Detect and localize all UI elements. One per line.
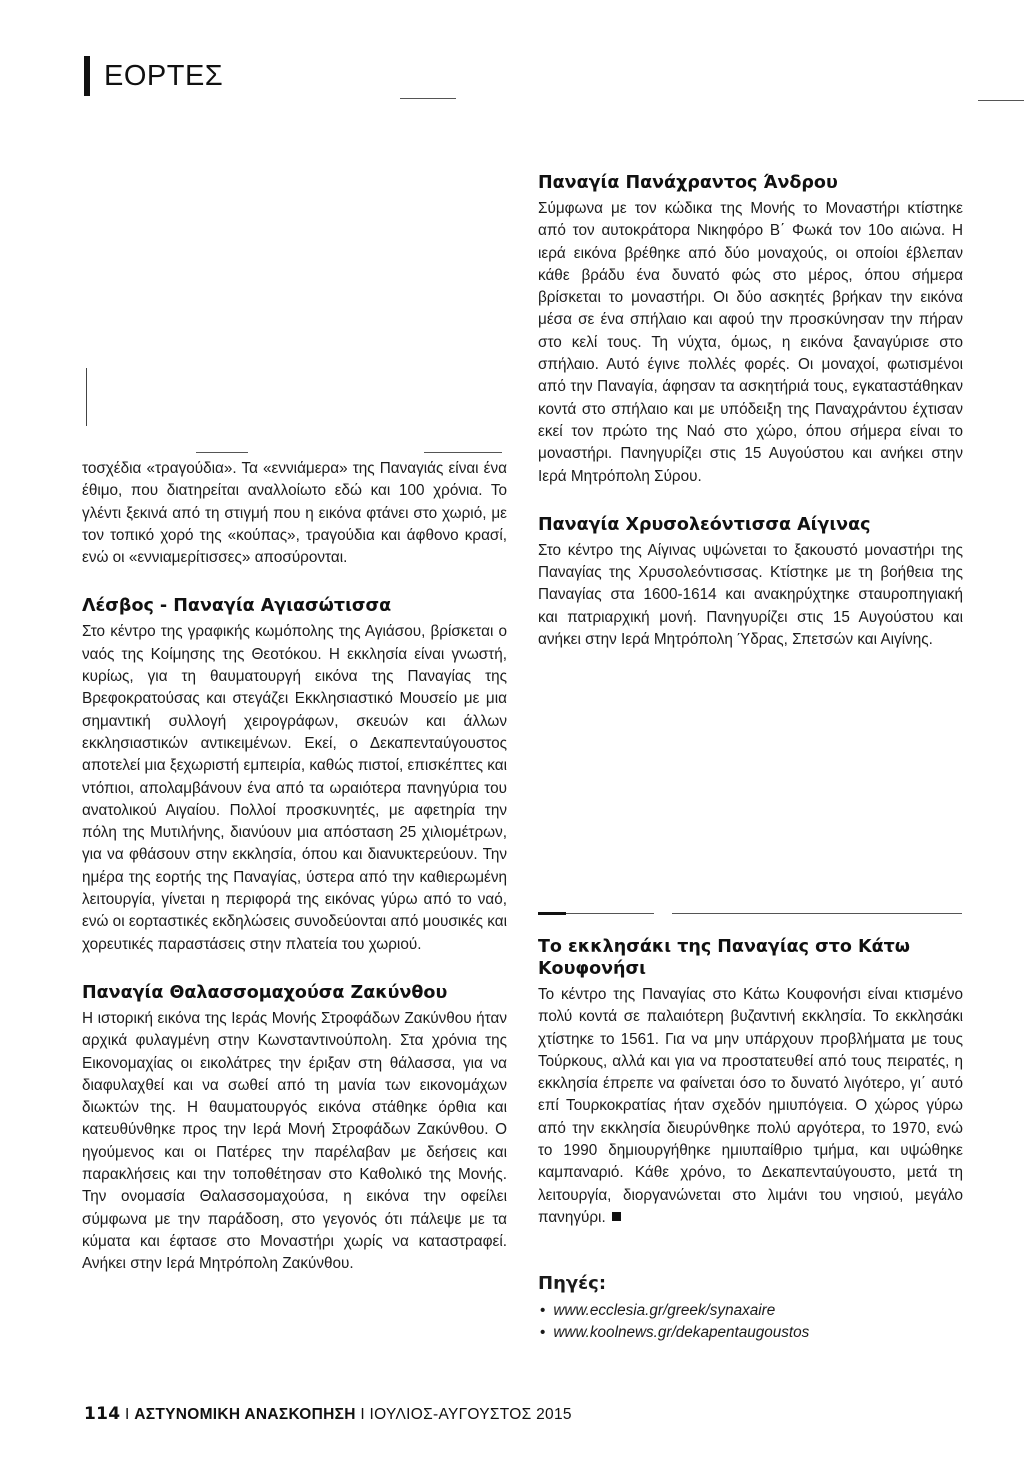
andros-paragraph: Σύμφωνα με τον κώδικα της Μονής το Μοναστήρι κτίστηκε από τον αυτοκράτορα Νικηφόρο Β΄ Φωκά τον 10ο αιώνα. Η ιερά εικόνα βρέθηκε από δύο μοναχούς, οι οποίοι έβλεπαν κάθε βράδυ ένα δυνατό φώς στο μέρος, όπου σήμερα βρίσκεται το μοναστήρι. Οι δύο ασκητές βρήκαν την εικόνα μέσα σε ένα σπήλαιο και αφού την προσκύνησαν την πήραν στο κελί τους. Τη νύχτα, όμως, η εικόνα ξαναγύρισε στο σπήλαιο. Αυτό έγινε πολλές φορές. Οι μοναχοί, φωτισμένοι από την Παναγία, άφησαν τα ασκητήριά τους, εγκαταστάθηκαν κοντά στο σπήλαιο και με υπόδειξη της Παναχράντου έχτισαν εκεί τον πρώτο της Ναό στο χώρο, όπου σήμερα είναι το μοναστήρι. Πανηγυρίζει στις 15 Αυγούστου και ανήκει στην Ιερά Μητρόπολη Σύρου. (538, 200, 963, 485)
lesvos-paragraph: Στο κέντρο της γραφικής κωμόπολης της Αγιάσου, βρίσκεται ο ναός της Κοίμησης της Θεοτόκου. Η εκκλησία είναι γνωστή, κυρίως, για τη θαυματουργή εικόνα της Παναγίας της Βρεφοκρατούσας και στεγάζει Εκκλησιαστικό Μουσείο με μια σημαντική συλλογή χειρογράφων, σκευών και άλλων εκκλησιαστικών αντικειμένων. Εκεί, ο Δεκαπενταύγουστος αποτελεί μια ξεχωριστή εμπειρία, καθώς πιστοί, επισκέπτες και ντόπιοι, απολαμβάνουν ένα από τα ωραιότερα πανηγύρια του ανατολικού Αιγαίου. Πολλοί προσκυνητές, με αφετηρία την πόλη της Μυτιλήνης, διανύουν μια απόσταση 25 χιλιομέτρων, για να φθάσουν στην εκκλησία, όπου και διανυκτερεύουν. Την ημέρα της εορτής της Παναγίας, ύστερα από την καθιερωμένη λειτουργία, γίνεται η περιφορά της εικόνας γύρω από το ναό, ενώ οι εορταστικές εκδηλώσεις συνοδεύονται από μουσικές και χορευτικές παραστάσεις στην πλατεία του χωριού. (82, 623, 507, 953)
aegina-heading: Παναγία Χρυσολεόντισσα Αίγινας (538, 514, 871, 535)
aegina-paragraph: Στο κέντρο της Αίγινας υψώνεται το ξακουστό μοναστήρι της Παναγίας της Χρυσολεόντισσας. Κτίστηκε με τη βοήθεια της Παναγίας στα 1600-1614 και ανακηρύχτηκε σταυροπηγιακή και πατριαρχική μονή. Πανηγυρίζει στις 15 Αυγούστου και ανήκει στην Ιερά Μητρόπολη Ύδρας, Σπετσών και Αιγίνης. (538, 541, 963, 649)
source-item: • www.koolnews.gr/dekapentaugoustos (540, 1324, 810, 1342)
sources-heading: Πηγές: (538, 1273, 607, 1295)
magazine-name: ΑΣΤΥΝΟΜΙΚΗ ΑΝΑΣΚΟΠΗΣΗ (134, 1406, 356, 1423)
koufonisi-paragraph: Το κέντρο της Παναγίας στο Κάτω Κουφονήσι είναι κτισμένο πολύ κοντά σε παλαιότερη βυζαντινή εκκλησία. Το εκκλησάκι χτίστηκε το 1561. Για να μην υπάρχουν προβλήματα με τους Τούρκους, αλλά και για να προστατευθεί από τους πειρατές, η εκκλησία έπρεπε να φαίνεται όσο το δυνατό λιγότερο, γι΄ αυτό επί Τουρκοκρατίας ήταν σχεδόν ημιυπόγεια. Ο χώρος γύρω από την εκκλησία διευρύνθηκε πολύ αργότερα, το 1970, ενώ το 1990 δημιουργήθηκε ημιυπαίθριο τμήμα, και υψώθηκε καμπαναριό. Κάθε χρόνο, το Δεκαπενταύγουστο, μετά τη λειτουργία, διοργανώνεται στο λιμάνι του νησιού, μεγάλο πανηγύρι. (538, 986, 963, 1226)
left-column (82, 458, 507, 1276)
right-column-top (538, 172, 963, 651)
header-rule-right (978, 100, 1024, 101)
lesvos-heading: Λέσβος - Παναγία Αγιασώτισσα (82, 596, 392, 617)
section-header (84, 56, 223, 96)
footer-separator: I (125, 1406, 130, 1423)
intro-paragraph: τοσχέδια «τραγούδια». Τα «εννιάμερα» της Παναγιάς είναι ένα έθιμο, που διατηρείται αναλλοίωτο εδώ και 100 χρόνια. Το γλέντι ξεκινά από τη στιγμή που η εικόνα φτάνει στο χωριό, με τον τοπικό χορό της «κούπας», τραγούδια και άφθονο κρασί, ενώ οι «εννιαμερίτισσες» αποσύρονται. (82, 460, 507, 567)
bullet-icon: • (540, 1302, 546, 1320)
right-column-bottom (538, 936, 963, 1344)
page-number: 114 (84, 1404, 121, 1424)
zakynthos-heading: Παναγία Θαλασσομαχούσα Ζακύνθου (82, 982, 448, 1003)
vertical-rule (86, 368, 87, 426)
right-rule-b (672, 913, 962, 914)
koufonisi-heading: Το εκκλησάκι της Παναγίας στο Κάτω Κουφονήσι (538, 937, 910, 979)
right-rule-a (566, 913, 654, 914)
bullet-icon: • (540, 1324, 546, 1342)
andros-heading: Παναγία Πανάχραντος Άνδρου (538, 173, 838, 193)
left-rule-a (196, 452, 248, 453)
zakynthos-paragraph: Η ιστορική εικόνα της Ιεράς Μονής Στροφάδων Ζακύνθου ήταν αρχικά φυλαγμένη στην Κωνσταντινούπολη. Στα χρόνια της Εικονομαχίας οι εικολάτρες την έριξαν στη θάλασσα, για να διαφυλαχθεί και να σωθεί από τη μανία των εικονομάχων διωκτών της. Η θαυματουργός εικόνα στάθηκε όρθια και κατευθύνθηκε προς την Ιερά Μονή Στροφάδων Ζακύνθου. Ο ηγούμενος και οι Πατέρες την παρέλαβαν με δεήσεις και παρακλήσεις και την τοποθέτησαν στο Καθολικό της Μονής. Την ονομασία Θαλασσομαχούσα, η εικόνα την οφείλει σύμφωνα με την παράδοση, στο γεγονός ότι πάλεψε με τα κύματα και έφτασε στο Μοναστήρι χωρίς να καταστραφεί. Ανήκει στην Ιερά Μητρόπολη Ζακύνθου. (82, 1009, 507, 1273)
header-rule-short (400, 98, 456, 99)
footer-separator: I (360, 1406, 365, 1423)
section-marker-bar (84, 56, 90, 96)
issue-date: ΙΟΥΛΙΟΣ-ΑΥΓΟΥΣΤΟΣ 2015 (369, 1406, 572, 1423)
end-of-article-mark (612, 1212, 621, 1221)
right-rule-thick (538, 912, 566, 915)
section-title: ΕΟΡΤΕΣ (104, 59, 224, 92)
left-rule-b (424, 452, 502, 453)
source-item: • www.ecclesia.gr/greek/synaxaire (540, 1302, 776, 1320)
page-footer (84, 1404, 572, 1424)
